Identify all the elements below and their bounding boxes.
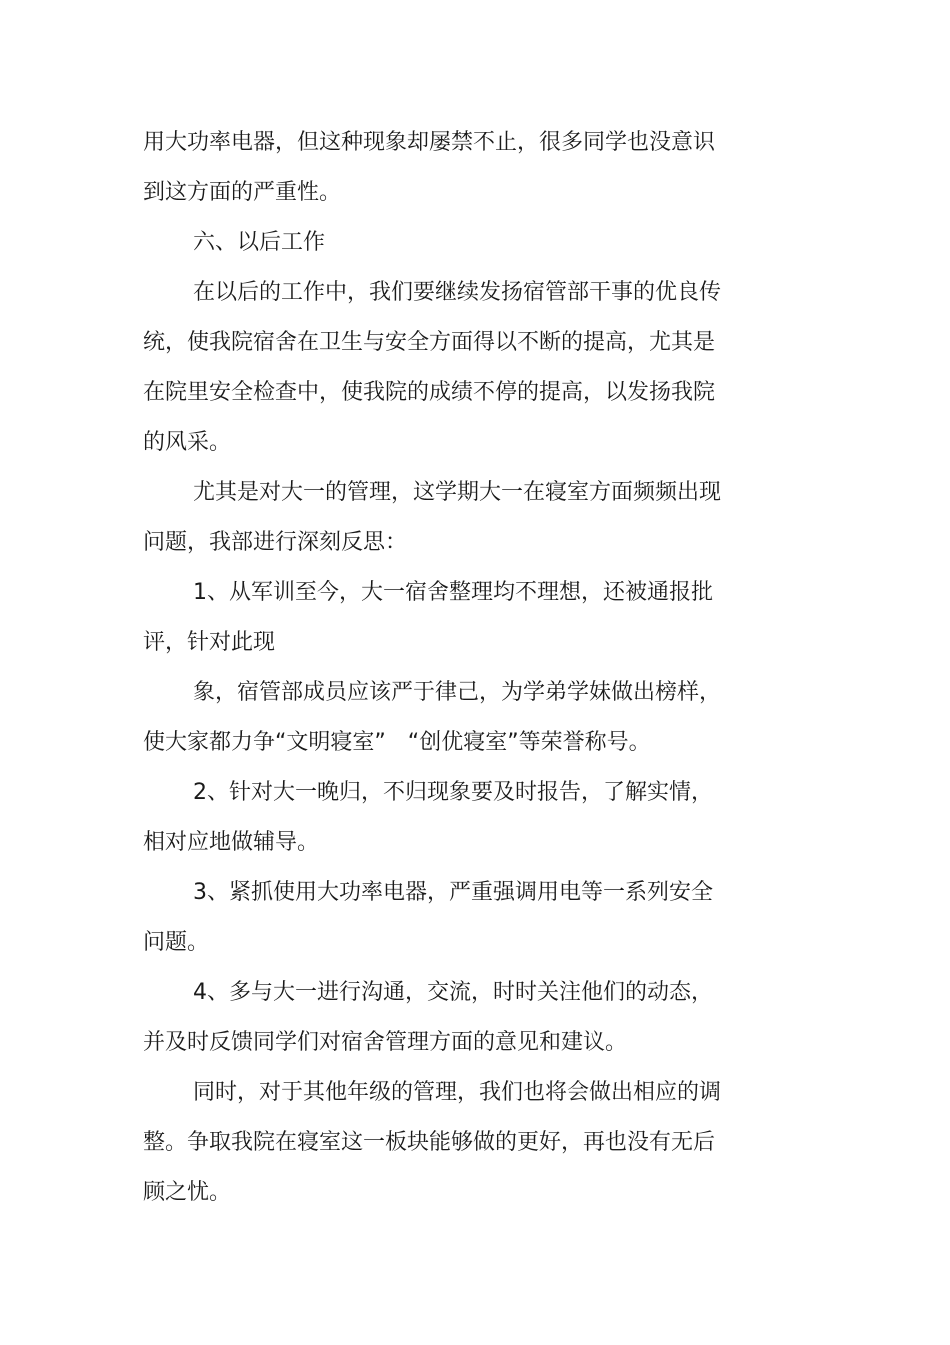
text-line: 在院里安全检查中，使我院的成绩不停的提高，以发扬我院 bbox=[143, 380, 716, 405]
text-line: 1、从军训至今，大一宿舍整理均不理想，还被通报批 bbox=[193, 580, 713, 605]
text-line: 用大功率电器，但这种现象却屡禁不止，很多同学也没意识 bbox=[143, 130, 716, 155]
text-line: 的风采。 bbox=[143, 430, 232, 455]
text-line: 3、紧抓使用大功率电器，严重强调用电等一系列安全 bbox=[193, 880, 713, 905]
text-line: 同时，对于其他年级的管理，我们也将会做出相应的调 bbox=[193, 1080, 722, 1105]
text-line: 整。争取我院在寝室这一板块能够做的更好，再也没有无后 bbox=[143, 1130, 716, 1155]
text-line: 到这方面的严重性。 bbox=[143, 180, 342, 205]
document-body bbox=[143, 118, 763, 1218]
text-line: 顾之忧。 bbox=[143, 1180, 232, 1205]
text-line: 并及时反馈同学们对宿舍管理方面的意见和建议。 bbox=[143, 1030, 628, 1055]
text-line: 问题。 bbox=[143, 930, 210, 955]
text-line: 2、针对大一晚归，不归现象要及时报告，了解实情， bbox=[193, 780, 713, 805]
text-line: 统，使我院宿舍在卫生与安全方面得以不断的提高，尤其是 bbox=[143, 330, 716, 355]
text-line: 相对应地做辅导。 bbox=[143, 830, 320, 855]
text-line: 尤其是对大一的管理，这学期大一在寝室方面频频出现 bbox=[193, 480, 722, 505]
text-line: 4、多与大一进行沟通，交流，时时关注他们的动态， bbox=[193, 980, 713, 1005]
text-line: 在以后的工作中，我们要继续发扬宿管部干事的优良传 bbox=[193, 280, 722, 305]
text-line: 评，针对此现 bbox=[143, 630, 276, 655]
text-line: 六、以后工作 bbox=[193, 230, 326, 255]
text-line: 问题，我部进行深刻反思： bbox=[143, 530, 408, 555]
text-line: 象，宿管部成员应该严于律己，为学弟学妹做出榜样， bbox=[193, 680, 722, 705]
text-line: 使大家都力争“文明寝室” “创优寝室”等荣誉称号。 bbox=[143, 730, 651, 755]
